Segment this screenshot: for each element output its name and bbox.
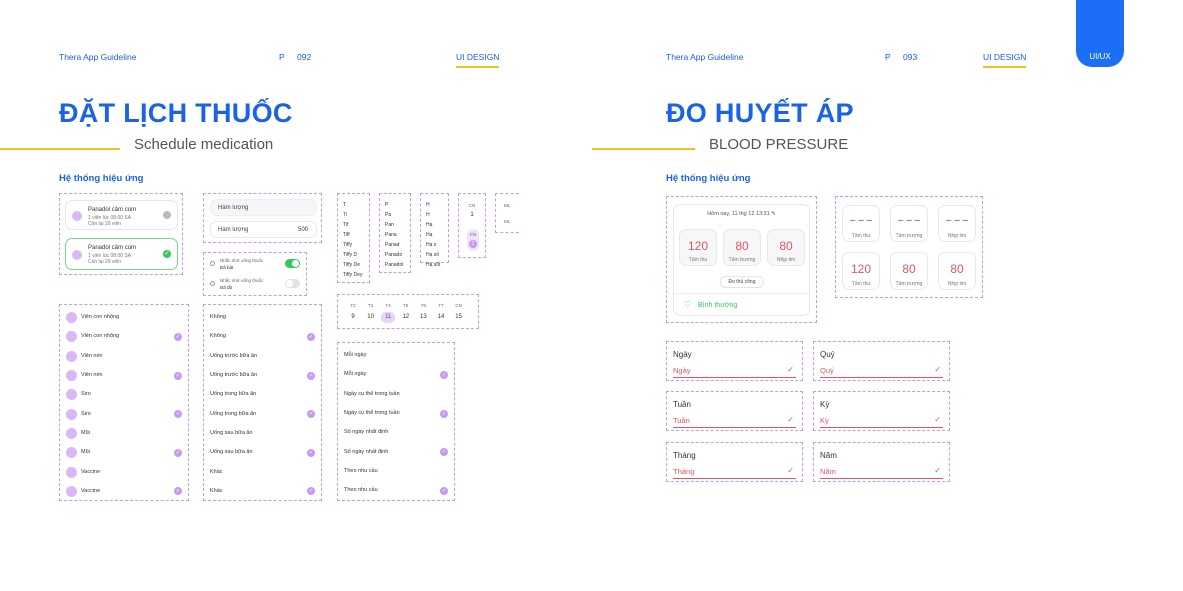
toggle-on[interactable]: [285, 259, 300, 268]
form-icon: [66, 467, 77, 478]
typing-demo-med: [379, 193, 411, 273]
date-chip-selected[interactable]: 11: [381, 312, 395, 323]
bp-label: Tâm thu: [851, 281, 871, 287]
form-icon: [66, 409, 77, 420]
check-icon: ✓: [934, 365, 941, 374]
list-item[interactable]: [60, 405, 188, 424]
weekday-label: T5: [403, 303, 409, 308]
measure-card-frame: [666, 196, 817, 323]
underline: [673, 478, 796, 479]
measure-date-text: Hôm nay, 11 thg 12 13:31: [707, 211, 770, 217]
list-item[interactable]: [338, 365, 454, 384]
section-tag: [456, 52, 499, 62]
bp-label: Tâm trương: [728, 257, 756, 263]
form-items: [60, 308, 188, 500]
list-item-label: Số ngày nhất định: [344, 429, 389, 436]
form-icon: [66, 331, 77, 342]
form-icon: [66, 486, 77, 497]
divider: [592, 148, 695, 150]
period-value: Tháng: [673, 467, 695, 476]
bp-label: Nhịp tim: [947, 233, 967, 239]
med-remaining: Còn lại 29 viên: [88, 221, 122, 227]
check-icon: ✓: [164, 251, 170, 257]
day-label: CN: [469, 232, 477, 237]
list-item-label: Uống sau bữa ăn: [210, 429, 253, 436]
unit-label: ML: [504, 203, 511, 208]
underline: [820, 377, 943, 378]
typing-step: Hạ sốt: [426, 262, 441, 268]
placeholder-dashes: – – –: [945, 215, 969, 226]
unit-label: ML: [504, 219, 511, 224]
page-number: 093: [903, 52, 918, 62]
list-item-label: Uống trong bữa ăn: [210, 391, 257, 398]
med-schedule: 1 viên lúc 08:00 SA: [88, 253, 132, 259]
check-icon: ✓: [175, 333, 181, 340]
bp-empty-box[interactable]: [938, 205, 976, 242]
list-item-label: Mỗi ngày: [344, 352, 367, 359]
bp-filled-box[interactable]: [938, 252, 976, 290]
reminder-group: [203, 252, 307, 296]
bp-label: Nhịp tim: [947, 281, 967, 287]
list-item[interactable]: [338, 481, 454, 500]
weekday-label: T6: [420, 303, 427, 308]
typing-step: Ti: [343, 212, 347, 218]
bp-value: 80: [902, 262, 916, 276]
page-title: ĐẶT LỊCH THUỐC: [59, 98, 293, 128]
period-value: Năm: [820, 467, 836, 476]
bp-label: Nhịp tim: [776, 257, 796, 263]
typing-step: Tiffy D: [343, 252, 358, 258]
list-item-label: Uống sau bữa ăn: [210, 449, 253, 456]
check-icon: ✓: [787, 415, 794, 424]
bp-label: Tâm thu: [688, 257, 708, 263]
close-icon[interactable]: [163, 211, 171, 219]
underline: [820, 427, 943, 428]
weekday-label: T4: [385, 303, 391, 308]
period-label: Tháng: [673, 451, 696, 460]
typing-sequence: [343, 200, 362, 280]
list-item[interactable]: [60, 327, 188, 346]
list-item[interactable]: [60, 308, 188, 327]
med-name: Panadol cảm cúm: [88, 245, 137, 251]
dosage-field-filled[interactable]: [210, 221, 317, 238]
date-chip[interactable]: 12: [402, 314, 410, 320]
list-item-label: Siro: [81, 410, 91, 417]
divider: [0, 148, 120, 150]
heart-icon: ♡: [684, 300, 692, 309]
page-prefix: P: [279, 52, 285, 62]
list-item-label: Vaccine: [81, 487, 101, 494]
period-field[interactable]: [813, 341, 950, 381]
list-item[interactable]: [338, 346, 454, 365]
page-prefix: P: [885, 52, 891, 62]
check-icon: ✓: [175, 372, 181, 379]
bp-value: 80: [779, 239, 793, 253]
form-icon: [66, 389, 77, 400]
right-page: [592, 0, 1183, 591]
date-chip[interactable]: 14: [437, 314, 445, 320]
placeholder-dashes: – – –: [849, 215, 873, 226]
list-item[interactable]: [338, 423, 454, 442]
list-item-label: Mũi: [81, 429, 90, 436]
bp-value: 120: [687, 239, 709, 253]
period-label: Tuần: [673, 400, 691, 409]
reminder-state: Đã bật: [220, 265, 234, 270]
typing-step: Hạ: [426, 222, 433, 228]
list-item-label: Số ngày nhất định: [344, 448, 389, 455]
typing-step: Hạ số: [426, 252, 440, 258]
day-value: 1: [469, 240, 477, 248]
period-value: Quý: [820, 366, 834, 375]
list-item[interactable]: [338, 462, 454, 481]
typing-demo-name: [337, 193, 370, 283]
med-card-selected[interactable]: [65, 238, 178, 270]
pill-icon: [72, 211, 82, 221]
section-heading: Hệ thống hiệu ứng: [59, 173, 144, 184]
list-item[interactable]: [338, 443, 454, 462]
list-item[interactable]: [204, 424, 321, 443]
bp-value: 80: [735, 239, 749, 253]
list-item-label: Uống trước bữa ăn: [210, 372, 258, 379]
bp-filled-box[interactable]: [842, 252, 880, 290]
weekday-label: T7: [438, 303, 444, 308]
typing-step: Tiff: [343, 232, 350, 238]
bp-empty-box[interactable]: [890, 205, 928, 242]
check-icon: ✓: [308, 372, 314, 379]
typing-step: Pa: [385, 212, 392, 218]
underline: [673, 427, 796, 428]
check-icon: ✓: [787, 466, 794, 475]
med-schedule: 1 viên lúc 08:00 SA: [88, 215, 132, 221]
reminder-title: Nhắc nhở uống thuốc: [220, 278, 264, 283]
bp-heart-rate: [767, 229, 805, 266]
check-icon: ✓: [441, 371, 447, 378]
period-field[interactable]: [813, 442, 950, 482]
list-item-label: Theo nhu cầu: [344, 487, 378, 494]
day-label: CN: [468, 203, 476, 208]
typing-step: H: [426, 212, 430, 218]
underline: [673, 377, 796, 378]
weekday-label: T2: [350, 303, 356, 308]
dosage-label: Hàm lượng: [218, 205, 249, 211]
section-tag-label: UI DESIGN: [983, 52, 1027, 62]
check-icon: ✓: [308, 449, 314, 456]
list-item[interactable]: [204, 366, 321, 385]
bp-value: 80: [950, 262, 964, 276]
list-item[interactable]: [60, 443, 188, 462]
check-icon: ✓: [175, 488, 181, 495]
form-icon: [66, 447, 77, 458]
list-item[interactable]: [204, 443, 321, 462]
list-item-label: Viên con nhộng: [81, 314, 120, 321]
check-icon: ✓: [308, 488, 314, 495]
list-item-label: Uống trước bữa ăn: [210, 352, 258, 359]
typing-step: H: [426, 202, 430, 208]
measure-card: [673, 204, 810, 316]
list-item-label: Không: [210, 314, 226, 321]
list-item-label: Siro: [81, 391, 91, 398]
list-item[interactable]: [60, 424, 188, 443]
weekday-label: T3: [367, 303, 374, 308]
list-item-label: Uống trong bữa ăn: [210, 410, 257, 417]
med-remaining: Còn lại 29 viên: [88, 259, 122, 265]
list-item[interactable]: [60, 462, 188, 481]
check-icon: ✓: [441, 449, 447, 456]
reminder-title: Nhắc nhở uống thuốc: [220, 258, 264, 263]
list-item[interactable]: [338, 404, 454, 423]
dosage-label: Hàm lượng: [218, 227, 249, 233]
section-heading: Hệ thống hiệu ứng: [666, 173, 751, 184]
status-text: Bình thường: [698, 302, 738, 309]
typing-sequence: [385, 200, 403, 270]
typing-step: T: [343, 202, 347, 208]
bp-label: Tâm trương: [895, 281, 923, 287]
typing-step: Hạ s: [426, 242, 437, 248]
list-item-label: Viên nén: [81, 372, 103, 379]
manual-measure-button[interactable]: Đo thủ công: [720, 276, 764, 288]
list-item[interactable]: [60, 385, 188, 404]
date-chip[interactable]: 10: [367, 314, 374, 320]
measure-date: [674, 211, 809, 217]
check-icon: ✓: [175, 411, 181, 418]
period-field[interactable]: [666, 341, 803, 381]
day-chip-group: [458, 193, 486, 258]
meal-items: [204, 308, 321, 500]
list-item[interactable]: [204, 482, 321, 501]
list-item[interactable]: [204, 347, 321, 366]
frequency-list: [337, 342, 455, 501]
typing-step: Pana: [385, 232, 397, 238]
check-icon: ✓: [441, 410, 447, 417]
list-item-label: Ngày cụ thể trong tuần: [344, 390, 400, 397]
list-item-label: Không: [210, 333, 226, 340]
period-value: Kỳ: [820, 416, 829, 425]
section-tag-label: UI DESIGN: [456, 52, 500, 62]
bp-value: 120: [850, 262, 872, 276]
bell-icon: [210, 261, 215, 266]
period-label: Năm: [820, 451, 837, 460]
page-subtitle: BLOOD PRESSURE: [709, 136, 849, 153]
list-item-label: Viên con nhộng: [81, 333, 120, 340]
corner-tab: [1076, 0, 1124, 67]
list-item-label: Vaccine: [81, 468, 101, 475]
section-tag: [983, 52, 1026, 62]
pill-icon: [72, 250, 82, 260]
period-field[interactable]: [666, 391, 803, 431]
list-item[interactable]: [204, 385, 321, 404]
check-icon: ✓: [175, 449, 181, 456]
typing-step: Panadol: [385, 262, 404, 268]
edit-icon[interactable]: ✎: [771, 211, 776, 217]
guide-label: Thera App Guideline: [59, 52, 137, 62]
typing-step: Tiffy Dey: [343, 272, 363, 278]
typing-step: Tiffy De: [343, 262, 360, 268]
list-item-label: Theo nhu cầu: [344, 467, 378, 474]
period-value: Ngày: [673, 366, 691, 375]
check-icon: ✓: [441, 487, 447, 494]
dosage-form-list: [59, 304, 189, 501]
guide-label: Thera App Guideline: [666, 52, 744, 62]
form-icon: [66, 428, 77, 439]
list-item-label: Ngày cụ thể trong tuần: [344, 410, 400, 417]
list-item-label: Khác: [210, 487, 223, 494]
page-number: 092: [297, 52, 312, 62]
period-label: Ngày: [673, 350, 692, 359]
list-item-label: Khác: [210, 468, 223, 475]
date-chip[interactable]: 13: [420, 314, 427, 320]
day-value[interactable]: 1: [470, 212, 474, 218]
bp-input-grid: [835, 196, 983, 298]
typing-step: Tif: [343, 222, 349, 228]
form-icon: [66, 351, 77, 362]
weekday-label: CN: [455, 303, 462, 308]
check-icon: ✓: [308, 411, 314, 418]
period-value: Tuần: [673, 416, 690, 425]
week-strip: [337, 294, 479, 329]
frequency-items: [338, 346, 454, 500]
period-field[interactable]: [813, 391, 950, 431]
typing-step: Pan: [385, 222, 394, 228]
corner-tab-label: UI/UX: [1089, 52, 1111, 61]
list-item[interactable]: [338, 385, 454, 404]
list-item[interactable]: [60, 482, 188, 501]
list-item[interactable]: [204, 405, 321, 424]
dosage-group: [203, 193, 322, 243]
bp-empty-box[interactable]: [842, 205, 880, 242]
toggle-off[interactable]: [285, 279, 300, 288]
list-item-label: Mũi: [81, 449, 90, 456]
day-chip-selected[interactable]: [467, 229, 479, 251]
period-label: Kỳ: [820, 400, 830, 409]
dosage-value: 500: [297, 227, 308, 233]
check-icon: ✓: [308, 333, 314, 340]
list-item[interactable]: [60, 366, 188, 385]
page-title: ĐO HUYẾT ÁP: [666, 98, 854, 128]
list-item[interactable]: [204, 327, 321, 346]
list-item-label: Mỗi ngày: [344, 371, 367, 378]
form-icon: [66, 370, 77, 381]
bp-label: Tâm trương: [895, 233, 923, 239]
list-item-label: Viên nén: [81, 352, 103, 359]
placeholder-dashes: – – –: [897, 215, 921, 226]
check-icon: ✓: [787, 365, 794, 374]
typing-step: Tiffy: [343, 242, 353, 248]
med-card[interactable]: [65, 200, 178, 230]
form-icon: [66, 312, 77, 323]
period-label: Quý: [820, 350, 835, 359]
week-days: [346, 295, 470, 330]
bp-filled-box[interactable]: [890, 252, 928, 290]
med-name: Panadol cảm cúm: [88, 207, 137, 213]
date-chip[interactable]: 9: [351, 314, 355, 320]
period-field[interactable]: [666, 442, 803, 482]
underline: [820, 478, 943, 479]
check-icon: ✓: [934, 466, 941, 475]
list-item[interactable]: [204, 462, 321, 481]
date-chip[interactable]: 15: [455, 314, 462, 320]
list-item[interactable]: [60, 347, 188, 366]
typing-demo-note: [420, 193, 449, 268]
bell-icon: [210, 281, 215, 286]
typing-sequence: [426, 200, 440, 270]
dosage-field-empty[interactable]: [210, 199, 317, 216]
check-icon: ✓: [934, 415, 941, 424]
meal-timing-list: [203, 304, 322, 501]
unit-group: [495, 193, 519, 233]
typing-step: Hạ: [426, 232, 433, 238]
bp-diastolic: [723, 229, 761, 266]
page-subtitle: Schedule medication: [134, 136, 274, 153]
bp-systolic: [679, 229, 717, 266]
bp-label: Tâm thu: [851, 233, 871, 239]
typing-step: P: [385, 202, 389, 208]
left-page: [0, 0, 591, 591]
typing-step: Panado: [385, 252, 403, 258]
typing-step: Panad: [385, 242, 400, 248]
list-item[interactable]: [204, 308, 321, 327]
reminder-state: Đã tắt: [220, 285, 233, 290]
med-card-group: [59, 193, 183, 275]
